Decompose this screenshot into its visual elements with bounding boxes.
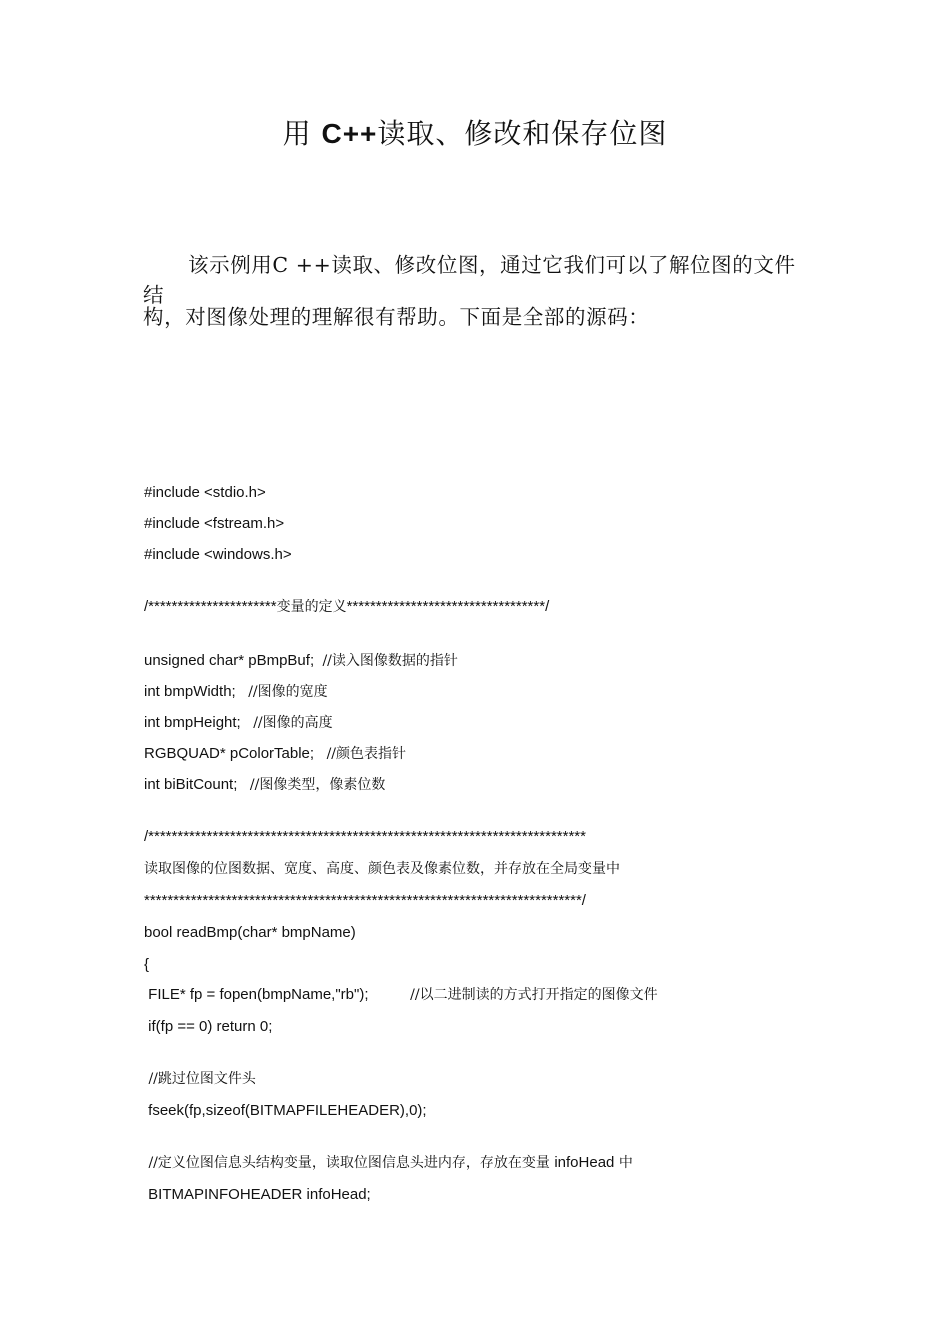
code-line-pbmpbuf: unsigned char* pBmpBuf; //读入图像数据的指针 [144,652,458,669]
code-line-if: if(fp == 0) return 0; [144,1018,273,1035]
title-suffix: 读取、修改和保存位图 [377,117,668,150]
block-comment-open: /*************************************************************************** [144,828,586,845]
variable-section-separator: /**********************变量的定义**********************************/ [144,598,550,615]
open-brace: { [144,956,150,973]
code-line-bibitcount: int biBitCount; //图像类型，像素位数 [144,776,386,793]
include-fstream: #include <fstream.h> [144,515,285,532]
include-stdio: #include <stdio.h> [144,484,266,501]
code-line-fseek: fseek(fp,sizeof(BITMAPFILEHEADER),0); [144,1102,427,1119]
function-signature: bool readBmp(char* bmpName) [144,924,356,941]
title-cpp: C++ [321,118,378,149]
block-comment-close: ***************************************************************************/ [144,892,586,909]
code-line-infohead: BITMAPINFOHEADER infoHead; [144,1186,371,1203]
block-comment-text: 读取图像的位图数据、宽度、高度、颜色表及像素位数，并存放在全局变量中 [144,861,620,877]
page-title [0,112,950,152]
comment-define-infohead: //定义位图信息头结构变量，读取位图信息头进内存，存放在变量 infoHead 中 [144,1154,633,1171]
intro-line-2: 构，对图像处理的理解很有帮助。下面是全部的源码： [143,305,650,329]
code-line-bmpwidth: int bmpWidth; //图像的宽度 [144,683,328,700]
code-line-pcolortable: RGBQUAD* pColorTable; //颜色表指针 [144,745,407,762]
code-line-fopen: FILE* fp = fopen(bmpName,"rb"); //以二进制读的方式打开指定的图像文件 [144,986,658,1003]
include-windows: #include <windows.h> [144,546,292,563]
code-line-bmpheight: int bmpHeight; //图像的高度 [144,714,333,731]
title-prefix: 用 [282,117,322,150]
comment-skip-header: //跳过位图文件头 [144,1071,256,1087]
intro-line-1: 该示例用C ++读取、修改位图，通过它我们可以了解位图的文件结 [143,253,796,307]
